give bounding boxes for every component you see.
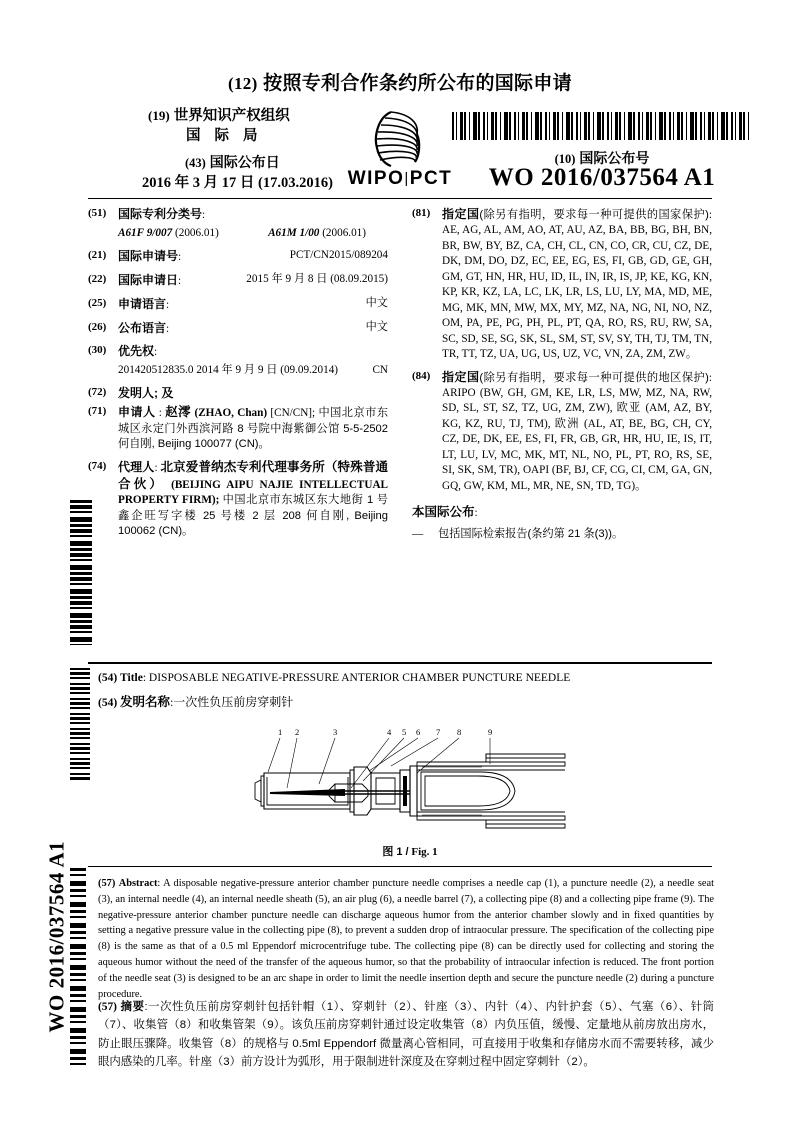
- abstract-chinese: [98, 998, 714, 1072]
- designated-regions-qualifier: (除另有指明，要求每一种可提供的地区保护): [479, 371, 709, 384]
- field-applicant: [88, 404, 388, 452]
- abstract-en-text: A disposable negative-pressure anterior chamber puncture needle comprises a needle cap (1), a puncture needle (2), a needle seat (3), an internal needle (4), an internal needle sheath (5), an air plug (6), a needle barrel (7), a collecting pipe (8) and a collecting pipe frame (9). The negative-pressure anterior chamber puncture needle can discharge aqueous humor from the anterior chamber slowly and in fixed quantities by setting a negative pressure value in the collecting pipe (8), to prevent a sudden drop of intraocular pressure. The specification of the collecting pipe (8) is the same as that of a 0.5 ml Eppendorf microcentrifuge tube. The collecting pipe (8) can be directly used for collecting and storing the aqueous humor without the need of the transfer of the aqueous humor, so that the probability of intraocular infection is reduced. The front portion of the needle seat (3) is designed to be an arc shape in order to limit the needle insertion depth and secure the puncture needle (2) during a puncture procedure.: [98, 878, 714, 1000]
- agent-address: 中国北京市东城区东大地街 1 号鑫企旺写字楼 25 号楼 2 层 208 何自刚, Beijing 100062 (CN)。: [118, 494, 388, 538]
- invention-title-en: DISPOSABLE NEGATIVE-PRESSURE ANTERIOR CHAMBER PUNCTURE NEEDLE: [148, 672, 571, 684]
- divider-middle: [88, 662, 712, 664]
- svg-text:6: 6: [416, 727, 421, 737]
- bibliographic-right-column: [412, 206, 712, 543]
- abstract-cn-colon: :: [144, 1001, 148, 1013]
- oapi-states: OAPI (BF, BJ, CF, CG, CI, CM, GA, GN, GQ, GW, KM, ML, MR, NE, SN, TD, TG)。: [442, 464, 712, 492]
- field-filing-language-colon: :: [166, 298, 170, 311]
- ipc-code-1: A61F 9/007: [118, 226, 173, 239]
- invention-title-block: [98, 672, 708, 718]
- field-publication-language-colon: :: [166, 322, 170, 335]
- page-title-number: (12): [228, 74, 258, 93]
- publication-date-value: 2016 年 3 月 17 日 (17.03.2016): [142, 175, 333, 191]
- field-filing-language-label: 申请语言: [118, 296, 167, 311]
- field-agent-number: (74): [88, 459, 107, 472]
- application-number-value: PCT/CN2015/089204: [289, 248, 388, 261]
- agent-firm-en: (BEIJING AIPU NAJIE INTELLECTUAL PROPERTY FIRM);: [118, 478, 388, 507]
- priority-value: 201420512835.0 2014 年 9 月 9 日 (09.09.2014): [118, 364, 339, 377]
- field-application-number-label: 国际申请号: [118, 248, 179, 263]
- field-publication-language-label: 公布语言: [118, 320, 167, 335]
- ipc-version-2: (2006.01): [322, 226, 366, 239]
- publication-number-field-number: (10): [554, 152, 576, 166]
- ipc-version-1: (2006.01): [175, 226, 219, 239]
- invention-title-cn-colon: :: [170, 697, 174, 709]
- eurasian-label: 欧亚: [616, 402, 642, 415]
- designated-states-qualifier: (除另有指明，要求每一种可提供的国家保护): [479, 209, 709, 221]
- applicant-name-en: (ZHAO, Chan): [194, 407, 268, 420]
- publication-note-colon: :: [474, 507, 478, 520]
- organization-name: [148, 104, 290, 125]
- invention-title-en-label: Title: [120, 672, 143, 684]
- abstract-cn-text: 一次性负压前房穿刺针包括针帽（1）、穿刺针（2）、针座（3）、内针（4）、内针护套（5）、气塞（6）、针筒（7）、收集管（8）和收集管架（9）。该负压前房穿刺针通过设定收集管（8）内负压值，缓慢、定量地从前房放出房水，防止眼压骤降。收集管（8）的规格与 0.5ml Eppendorf 微量离心管相同，可直接用于收集和存储房水而不需要转移，减少眼内感染的几率。针座（3）前方设计为弧形，用于限制进针深度及在穿刺过程中固定穿刺针（2）。: [98, 1001, 714, 1069]
- publication-date-label-text: 国际公布日: [209, 154, 280, 170]
- invention-title-cn-label: 发明名称: [120, 695, 171, 709]
- organization-label: 世界知识产权组织: [173, 108, 290, 124]
- abstract-cn-number: (57): [98, 1001, 117, 1013]
- bibliographic-left-column: [88, 206, 388, 546]
- svg-text:2: 2: [295, 727, 300, 737]
- field-priority-number: (30): [88, 344, 107, 357]
- page-title-text: 按照专利合作条约所公布的国际申请: [263, 73, 572, 94]
- wipo-pct-wordmark: [330, 168, 470, 190]
- invention-title-en-number: (54): [98, 672, 118, 684]
- abstract-en-colon: :: [157, 878, 161, 889]
- svg-text:8: 8: [457, 727, 462, 737]
- field-applicant-label: 申请人: [118, 405, 156, 420]
- page-title: [0, 68, 800, 95]
- field-designated-regions: [412, 369, 712, 495]
- figure-caption: [250, 843, 570, 859]
- international-bureau-label: 国 际 局: [186, 128, 263, 144]
- field-designated-regions-label: 指定国: [442, 369, 480, 384]
- agent-firm-cn: 北京爱普纳杰专利代理事务所（特殊普通合伙）: [118, 459, 388, 491]
- field-priority-colon: :: [154, 346, 158, 359]
- field-filing-date-colon: :: [178, 274, 182, 287]
- wipo-separator: |: [404, 170, 410, 187]
- field-ipc: [88, 206, 388, 242]
- ipc-code-2: A61M 1/00: [268, 226, 320, 239]
- publication-note-heading: 本国际公布: [412, 505, 475, 520]
- invention-title-en-line: [98, 672, 708, 684]
- publication-date-number: (43): [185, 156, 206, 170]
- vertical-publication-number: WO 2016/037564 A1: [44, 840, 69, 1033]
- margin-barcode-middle: [70, 668, 90, 780]
- field-designated-states: [412, 206, 712, 363]
- wipo-logo-icon: [333, 108, 463, 168]
- filing-date-value: 2015 年 9 月 8 日 (08.09.2015): [246, 272, 388, 285]
- field-filing-language-number: (25): [88, 296, 107, 309]
- applicant-address: 中国北京市东城区永定门外西滨河路 8 号院中海紫御公馆 5-5-2502 何自刚, Beijing 100077 (CN)。: [118, 407, 389, 451]
- abstract-cn-label: 摘要: [120, 1001, 145, 1013]
- field-designated-regions-number: (84): [412, 369, 431, 382]
- margin-barcode-lower: [70, 868, 86, 1068]
- field-application-number: [88, 248, 388, 266]
- field-ipc-label: 国际专利分类号: [118, 207, 203, 221]
- european-label: 欧洲: [554, 417, 580, 430]
- field-priority-label: 优先权: [118, 344, 155, 359]
- field-filing-date: [88, 272, 388, 290]
- field-application-number-number: (21): [88, 248, 107, 261]
- publication-barcode: [452, 112, 752, 140]
- organization-number: (19): [148, 108, 170, 123]
- field-agent: [88, 459, 388, 540]
- field-designated-states-number: (81): [412, 207, 431, 219]
- field-applicant-colon: :: [155, 407, 162, 420]
- applicant-nationality: [CN/CN];: [270, 407, 316, 420]
- technical-drawing: [250, 726, 570, 856]
- field-inventor-label: 发明人; 及: [118, 386, 174, 401]
- aripo-states: ARIPO (BW, GH, GM, KE, LR, LS, MW, MZ, NA, RW, SD, SL, ST, SZ, TZ, UG, ZM, ZW),: [442, 386, 712, 415]
- field-filing-date-label: 国际申请日: [118, 272, 179, 287]
- field-filing-date-number: (22): [88, 272, 107, 285]
- pct-text: PCT: [409, 168, 453, 189]
- field-applicant-number: (71): [88, 405, 107, 418]
- invention-title-cn-number: (54): [98, 697, 118, 709]
- publication-note: [412, 504, 712, 543]
- designated-states-colon: :: [708, 209, 712, 221]
- publication-language-value: 中文: [365, 320, 388, 333]
- divider-bottom: [88, 866, 712, 867]
- svg-text:9: 9: [488, 727, 493, 737]
- publication-note-item: 包括国际检索报告(条约第 21 条(3))。: [438, 528, 624, 541]
- wipo-text: WIPO: [347, 168, 405, 189]
- abstract-english: [98, 876, 714, 1003]
- svg-text:3: 3: [333, 727, 338, 737]
- svg-text:5: 5: [402, 727, 407, 737]
- figure-caption-cn: 图 1 /: [382, 846, 409, 858]
- field-publication-language-number: (26): [88, 320, 107, 333]
- applicant-name-cn: 赵澪: [165, 405, 192, 420]
- divider-top: [88, 198, 712, 199]
- figure-caption-en: Fig. 1: [411, 846, 438, 858]
- field-priority: [88, 343, 388, 379]
- abstract-en-label: Abstract: [118, 878, 158, 889]
- field-publication-language: [88, 320, 388, 338]
- abstract-en-number: (57): [98, 878, 116, 889]
- european-states: (AL, AT, BE, BG, CH, CY, CZ, DE, DK, EE, ES, FI, FR, GB, GR, HR, HU, IE, IS, IT, LT, LU, LV, MC, MK, MT, NL, NO, PL, PT, RO, RS, SE, SI, SK, SM, TR),: [442, 417, 712, 477]
- designated-states-list: AE, AG, AL, AM, AO, AT, AU, AZ, BA, BB, BG, BH, BN, BR, BW, BY, BZ, CA, CH, CL, CN, CO, CR, CU, CZ, DE, DK, DM, DO, DZ, EC, EE, EG, ES, FI, GB, GD, GE, GH, GM, GT, HN, HR, HU, ID, IL, IN, IR, IS, JP, KE, KG, KN, KP, KR, KZ, LA, LC, LK, LR, LS, LU, LY, MA, MD, ME, MG, MK, MN, MW, MX, MY, MZ, NA, NG, NI, NO, NZ, OM, PA, PE, PG, PH, PL, PT, QA, RO, RS, RU, RW, SA, SC, SD, SE, SG, SK, SL, SM, ST, SV, SY, TH, TJ, TM, TN, TR, TT, TZ, UA, UG, US, UZ, VC, VN, ZA, ZM, ZW。: [442, 224, 712, 361]
- field-inventor: [88, 385, 388, 403]
- filing-language-value: 中文: [365, 296, 388, 309]
- field-ipc-colon: :: [202, 209, 206, 221]
- svg-text:4: 4: [387, 727, 392, 737]
- priority-country: CN: [372, 364, 388, 377]
- field-agent-label: 代理人: [118, 459, 155, 474]
- field-inventor-number: (72): [88, 386, 107, 399]
- field-ipc-number: (51): [88, 207, 107, 219]
- publication-number-value: WO 2016/037564 A1: [488, 164, 716, 191]
- publication-note-dash: —: [412, 528, 424, 541]
- invention-title-en-colon: :: [142, 672, 147, 684]
- field-designated-states-label: 指定国: [442, 207, 480, 221]
- invention-title-cn-line: [98, 692, 708, 710]
- field-filing-language: [88, 296, 388, 314]
- svg-text:1: 1: [278, 727, 283, 737]
- svg-text:7: 7: [436, 727, 441, 737]
- eurasian-states: (AM, AZ, BY, KG, KZ, RU, TJ, TM),: [442, 402, 713, 430]
- publication-number-label-text: 国际公布号: [579, 150, 650, 166]
- field-agent-colon: :: [154, 461, 158, 474]
- designated-regions-colon: :: [708, 371, 712, 384]
- invention-title-cn: 一次性负压前房穿刺针: [173, 695, 294, 709]
- field-application-number-colon: :: [178, 250, 182, 263]
- publication-date-label: [185, 152, 280, 172]
